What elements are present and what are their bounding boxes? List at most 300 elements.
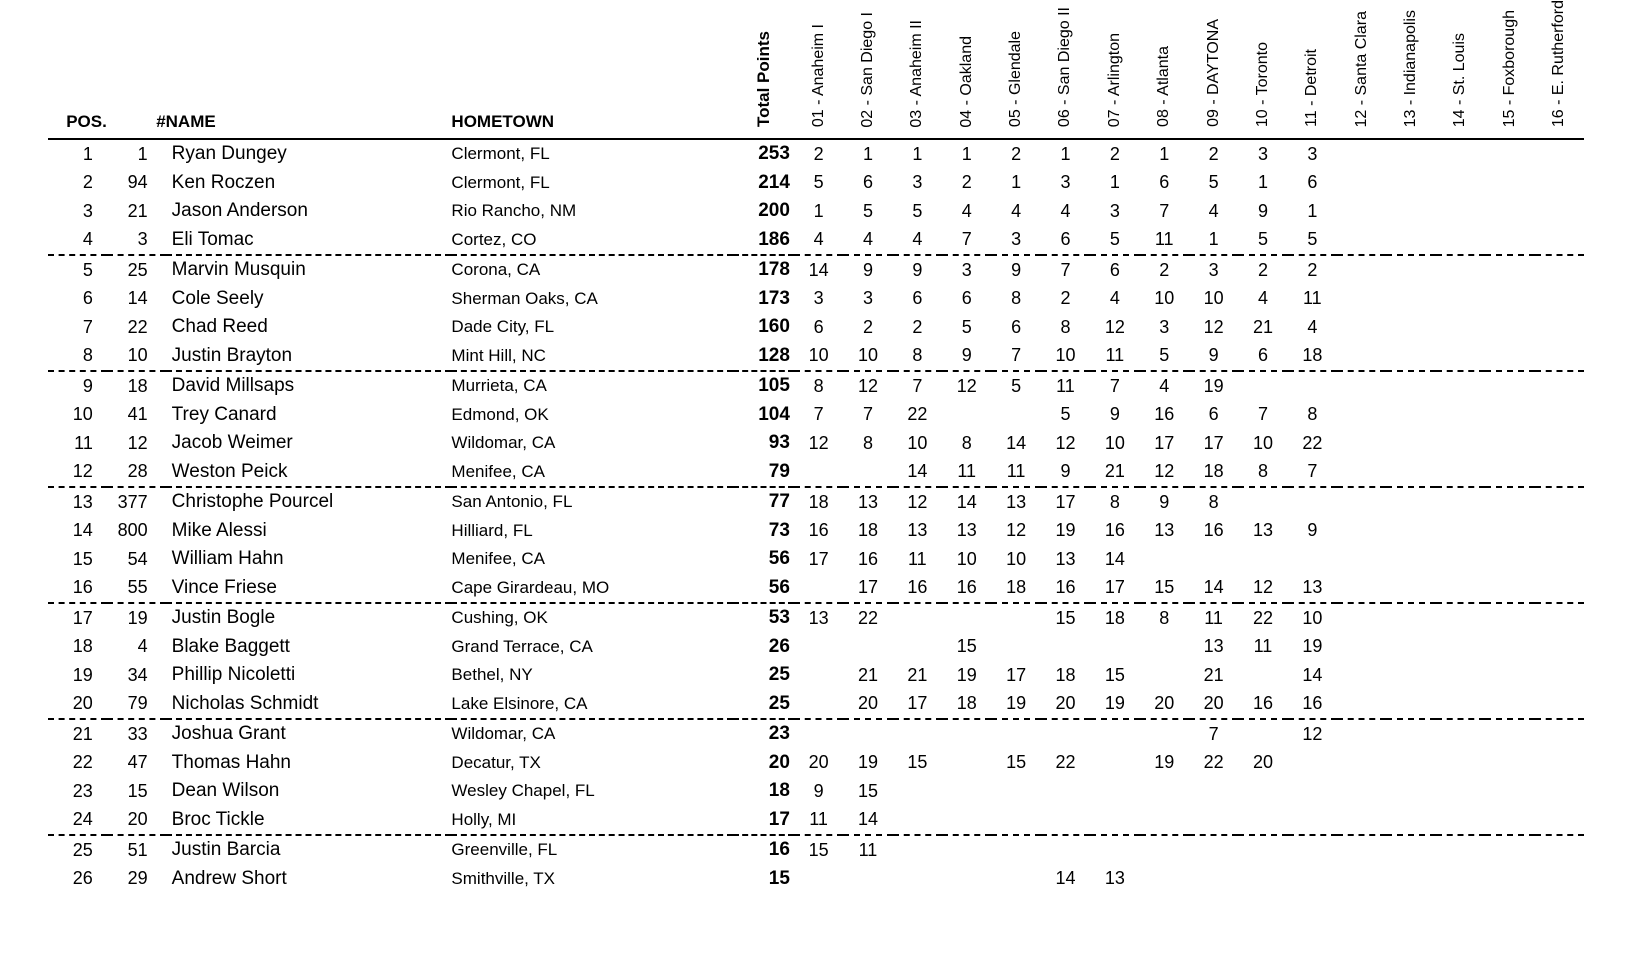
row-round-02: 13 [857,491,878,512]
row-total-points: 25 [768,664,790,686]
row-round-08: 2 [1159,259,1170,280]
row-round-09: 19 [1203,375,1224,396]
row-round-13 [1386,719,1435,749]
row-round-03: 15 [907,752,928,773]
row-rider-number: 10 [107,342,166,372]
row-position: 6 [82,288,93,309]
row-round-15 [1485,661,1534,690]
row-round-15 [1485,865,1534,894]
table-row [48,835,1584,865]
row-round-09: 2 [1208,143,1219,164]
row-round-09: 6 [1208,404,1219,425]
row-round-01 [794,865,843,894]
row-rider-number: 41 [127,404,148,425]
row-round-11 [1288,487,1337,517]
row-round-07 [1090,749,1139,778]
row-round-09: 11 [1204,607,1223,628]
row-round-06: 11 [1056,375,1075,396]
row-round-03: 14 [893,458,942,488]
row-round-02 [843,865,892,894]
row-round-07 [1090,633,1139,662]
row-rider-name: Vince Friese [166,574,452,604]
row-round-02: 7 [862,404,873,425]
row-round-04: 13 [956,520,977,541]
row-hometown: Corona, CA [451,260,541,280]
header-round-16: 16 - E. Rutherford [1535,0,1584,139]
row-round-15 [1485,342,1534,372]
row-round-14 [1436,661,1485,690]
row-rider-name: William Hahn [171,548,284,570]
row-round-09: 4 [1208,200,1219,221]
row-rider-name: Chad Reed [171,316,268,338]
row-total-points: 56 [733,574,794,604]
header-round-14: 14 - St. Louis [1436,0,1485,139]
row-round-15 [1485,777,1534,806]
row-round-11 [1288,865,1337,894]
row-round-06: 20 [1041,690,1090,720]
row-hometown: Decatur, TX [451,752,541,772]
row-round-11: 12 [1302,723,1323,744]
row-round-08: 17 [1154,432,1175,453]
row-round-09: 8 [1208,491,1219,512]
row-rider-number: 28 [107,458,166,488]
row-round-07 [1090,719,1139,749]
row-round-09: 16 [1203,520,1224,541]
row-round-11 [1288,835,1337,865]
row-round-01: 13 [808,607,829,628]
row-round-13 [1386,429,1435,458]
row-total-points: 105 [758,375,790,397]
table-row [48,487,1584,517]
row-hometown: Clermont, FL [451,144,550,164]
row-round-05: 17 [1006,664,1027,685]
row-rider-name: Jason Anderson [171,200,308,222]
row-round-11: 8 [1307,404,1318,425]
row-round-16 [1535,835,1584,865]
row-round-08: 13 [1154,520,1175,541]
row-round-14 [1436,487,1485,517]
row-round-15 [1485,169,1534,198]
row-round-07: 2 [1109,143,1120,164]
row-round-07: 8 [1109,491,1120,512]
row-round-07: 15 [1104,664,1125,685]
row-round-03: 4 [893,226,942,256]
row-round-05: 13 [1006,491,1027,512]
row-round-11: 10 [1302,607,1323,628]
row-round-07: 14 [1104,548,1125,569]
row-round-13 [1386,574,1435,604]
row-round-09: 5 [1208,172,1219,193]
row-round-07: 16 [1104,520,1125,541]
row-total-points: 26 [768,635,790,657]
row-round-10: 1 [1257,172,1268,193]
row-rider-name: Phillip Nicoletti [171,664,296,686]
row-round-01: 7 [813,404,824,425]
row-round-06: 10 [1041,342,1090,372]
row-round-09 [1189,545,1238,574]
row-round-06: 1 [1060,143,1071,164]
row-rider-name: Marvin Musquin [171,259,306,281]
row-round-04: 6 [961,288,972,309]
row-round-14 [1436,749,1485,778]
row-rider-number: 3 [107,226,166,256]
row-hometown: Hilliard, FL [451,520,533,540]
row-round-15 [1485,197,1534,226]
row-round-14 [1436,719,1485,749]
row-round-10: 5 [1238,226,1287,256]
row-position: 22 [72,752,93,773]
row-round-15 [1485,719,1534,749]
row-round-02: 14 [843,806,892,836]
row-round-02: 1 [862,143,873,164]
row-round-02: 18 [857,520,878,541]
row-rider-name: Christophe Pourcel [171,491,334,513]
row-position: 15 [72,548,93,569]
row-round-12 [1337,574,1386,604]
row-position: 3 [82,200,93,221]
row-hometown: Edmond, OK [451,404,549,424]
row-round-13 [1386,487,1435,517]
row-round-03: 8 [893,342,942,372]
row-round-11: 3 [1307,143,1318,164]
row-round-09: 17 [1203,432,1224,453]
row-rider-name: Weston Peick [166,458,452,488]
row-round-10: 9 [1257,200,1268,221]
row-total-points: 186 [733,226,794,256]
row-round-12 [1337,139,1386,169]
row-rider-number: 79 [107,690,166,720]
row-round-01 [794,719,843,749]
row-round-16 [1535,429,1584,458]
header-round-07: 07 - Arlington [1090,0,1139,139]
row-round-04 [942,401,991,430]
table-row [48,429,1584,458]
row-round-03: 7 [912,375,923,396]
row-round-10: 4 [1257,288,1268,309]
row-round-06: 12 [1055,432,1076,453]
row-round-04: 12 [956,375,977,396]
row-total-points: 178 [758,259,790,281]
header-pos: POS. [48,0,107,139]
row-rider-number: 33 [127,723,148,744]
row-round-05: 7 [991,342,1040,372]
row-hometown: San Antonio, FL [451,492,573,512]
row-round-12 [1337,690,1386,720]
row-hometown: Lake Elsinore, CA [451,690,733,720]
row-round-03: 16 [893,574,942,604]
row-round-07: 3 [1109,200,1120,221]
row-round-08 [1140,545,1189,574]
row-round-02: 4 [843,226,892,256]
row-round-12 [1337,865,1386,894]
row-round-14 [1436,371,1485,401]
row-rider-name: Cole Seely [171,287,264,309]
row-total-points: 93 [768,432,790,454]
header-round-02: 02 - San Diego I [843,0,892,139]
row-rider-number: 22 [127,316,148,337]
row-round-11 [1288,806,1337,836]
row-round-08 [1140,777,1189,806]
row-round-02: 10 [843,342,892,372]
row-round-09 [1189,835,1238,865]
row-round-04: 8 [961,432,972,453]
row-round-04: 3 [961,259,972,280]
row-rider-name: Joshua Grant [171,723,286,745]
row-round-16 [1535,749,1584,778]
row-rider-number: 29 [127,868,148,889]
header-round-13: 13 - Indianapolis [1386,0,1435,139]
row-hometown: Murrieta, CA [451,376,547,396]
row-round-14 [1436,517,1485,546]
row-round-06: 13 [1055,548,1076,569]
table-row [48,545,1584,574]
row-round-05: 3 [991,226,1040,256]
row-round-03: 17 [893,690,942,720]
row-round-16 [1535,865,1584,894]
row-round-09: 13 [1203,636,1224,657]
row-position: 8 [48,342,107,372]
row-rider-number: 14 [127,288,148,309]
row-round-01: 3 [813,288,824,309]
row-round-15 [1485,690,1534,720]
row-round-01: 14 [808,259,829,280]
row-round-01: 1 [813,200,824,221]
row-round-16 [1535,719,1584,749]
row-round-12 [1337,633,1386,662]
row-round-14 [1436,777,1485,806]
row-round-08: 12 [1140,458,1189,488]
row-rider-number: 94 [127,172,148,193]
row-round-13 [1386,169,1435,198]
row-position: 26 [72,868,93,889]
row-round-15 [1485,806,1534,836]
row-position: 4 [48,226,107,256]
row-round-06 [1041,835,1090,865]
table-row [48,342,1584,372]
row-round-11 [1288,777,1337,806]
row-round-14 [1436,255,1485,285]
row-round-05: 10 [1006,548,1027,569]
row-round-07: 19 [1090,690,1139,720]
row-round-01 [794,690,843,720]
row-total-points: 25 [733,690,794,720]
row-round-06: 4 [1060,200,1071,221]
row-round-01: 17 [808,548,829,569]
row-round-03: 10 [907,432,928,453]
row-round-04: 16 [942,574,991,604]
row-total-points: 200 [758,200,790,222]
row-rider-number: 54 [127,548,148,569]
row-round-16 [1535,458,1584,488]
row-rider-name: Trey Canard [171,403,277,425]
row-round-07: 21 [1090,458,1139,488]
row-rider-name: Broc Tickle [166,806,452,836]
row-round-01 [794,574,843,604]
row-round-04: 5 [961,316,972,337]
standings-table [48,0,1584,893]
row-round-13 [1386,545,1435,574]
row-round-16 [1535,401,1584,430]
row-round-07: 17 [1090,574,1139,604]
row-round-14 [1436,342,1485,372]
row-rider-number: 51 [127,839,148,860]
row-round-14 [1436,226,1485,256]
table-row [48,719,1584,749]
table-row [48,517,1584,546]
row-round-10: 3 [1257,143,1268,164]
row-rider-number: 34 [127,664,148,685]
table-row [48,169,1584,198]
row-round-03: 1 [912,143,923,164]
row-round-01: 15 [808,839,829,860]
row-round-16 [1535,661,1584,690]
row-round-13 [1386,865,1435,894]
row-rider-name: Thomas Hahn [171,751,291,773]
row-round-09: 22 [1203,752,1224,773]
row-round-08: 1 [1159,143,1170,164]
row-round-04 [942,835,991,865]
row-round-07: 4 [1109,288,1120,309]
table-row [48,865,1584,894]
table-body [48,139,1584,893]
row-round-14 [1436,458,1485,488]
row-round-14 [1436,429,1485,458]
row-round-16 [1535,285,1584,314]
row-round-15 [1485,313,1534,342]
row-round-13 [1386,806,1435,836]
row-round-14 [1436,139,1485,169]
row-round-13 [1386,777,1435,806]
row-hometown: Wesley Chapel, FL [451,781,595,801]
row-rider-name: Blake Baggett [171,635,290,657]
row-round-02: 20 [843,690,892,720]
row-round-06 [1041,777,1090,806]
row-round-13 [1386,226,1435,256]
row-round-09: 1 [1189,226,1238,256]
row-round-03: 22 [907,404,928,425]
row-round-10 [1238,661,1287,690]
row-round-15 [1485,285,1534,314]
row-round-13 [1386,633,1435,662]
row-round-15 [1485,255,1534,285]
row-round-07: 13 [1104,868,1125,889]
row-round-15 [1485,458,1534,488]
row-total-points: 214 [758,171,790,193]
row-position: 1 [82,143,93,164]
row-round-07: 12 [1104,316,1125,337]
row-round-16 [1535,169,1584,198]
row-round-06 [1041,719,1090,749]
row-round-02: 15 [857,780,878,801]
row-round-11: 11 [1303,288,1322,309]
row-total-points: 56 [768,548,790,570]
row-round-10 [1238,487,1287,517]
row-rider-name: Dean Wilson [171,780,280,802]
row-rider-number: 21 [127,200,148,221]
row-round-09: 9 [1189,342,1238,372]
table-row [48,806,1584,836]
row-round-11: 16 [1288,690,1337,720]
row-round-06: 15 [1055,607,1076,628]
row-round-05: 8 [1011,288,1022,309]
header-round-10: 10 - Toronto [1238,0,1287,139]
row-round-02: 12 [857,375,878,396]
row-round-09: 12 [1203,316,1224,337]
row-round-15 [1485,633,1534,662]
row-rider-number: 25 [127,259,148,280]
header-round-08: 08 - Atlanta [1140,0,1189,139]
row-round-05: 14 [1006,432,1027,453]
row-hometown: Cushing, OK [451,608,548,628]
header-round-11: 11 - Detroit [1288,0,1337,139]
row-rider-name: David Millsaps [171,375,295,397]
table-header [48,0,1584,139]
row-round-08 [1140,719,1189,749]
row-round-13 [1386,255,1435,285]
header-round-05: 05 - Glendale [991,0,1040,139]
row-round-11: 1 [1307,200,1318,221]
row-hometown: Holly, MI [451,806,733,836]
row-round-12 [1337,429,1386,458]
row-round-13 [1386,313,1435,342]
row-round-09 [1189,865,1238,894]
row-round-10: 21 [1252,316,1273,337]
row-round-01: 10 [794,342,843,372]
row-position: 13 [72,491,93,512]
row-round-01 [794,661,843,690]
table-row [48,285,1584,314]
row-round-16 [1535,197,1584,226]
row-round-13 [1386,371,1435,401]
row-round-04: 7 [942,226,991,256]
row-round-08: 20 [1140,690,1189,720]
row-rider-number: 47 [127,752,148,773]
table-row [48,777,1584,806]
row-round-03 [893,633,942,662]
row-rider-name: Justin Bogle [171,607,276,629]
row-round-16 [1535,226,1584,256]
row-round-13 [1386,139,1435,169]
row-round-03: 9 [912,259,923,280]
row-round-11: 7 [1288,458,1337,488]
row-position: 17 [72,607,93,628]
row-round-10 [1238,371,1287,401]
row-round-14 [1436,169,1485,198]
row-round-01: 16 [808,520,829,541]
row-round-01: 4 [794,226,843,256]
row-round-14 [1436,865,1485,894]
row-round-16 [1535,313,1584,342]
row-rider-number: 4 [137,636,148,657]
row-round-14 [1436,313,1485,342]
row-rider-number: 377 [117,491,148,512]
row-position: 19 [72,664,93,685]
row-rider-name: Eli Tomac [166,226,452,256]
row-round-06: 5 [1060,404,1071,425]
row-round-04: 18 [942,690,991,720]
row-total-points: 53 [768,607,790,629]
row-total-points: 16 [768,839,790,861]
row-round-02: 22 [857,607,878,628]
row-round-04 [942,749,991,778]
row-total-points: 253 [758,143,790,165]
row-round-15 [1485,545,1534,574]
row-round-05: 6 [1011,316,1022,337]
row-round-01: 20 [808,752,829,773]
row-position: 9 [82,375,93,396]
header-round-04: 04 - Oakland [942,0,991,139]
row-total-points: 77 [768,491,790,513]
